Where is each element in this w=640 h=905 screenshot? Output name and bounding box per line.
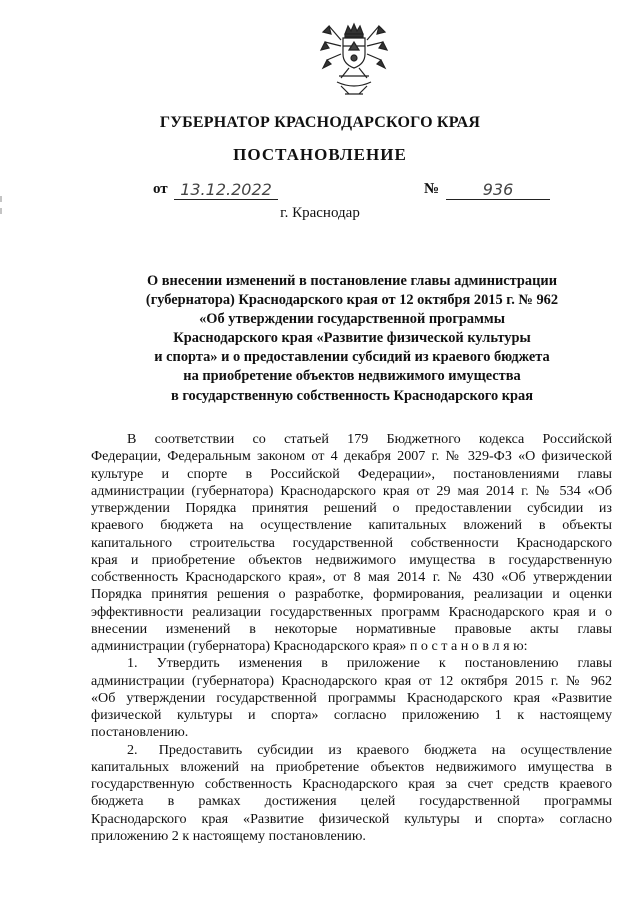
coat-of-arms-emblem: [319, 20, 389, 102]
body-line: Порядка принятия решения о разработке, формирования, реализации и оценки: [91, 586, 612, 603]
body-line: Краснодарского края «Развитие физической культуры и спорта» согласно: [91, 810, 612, 827]
body-line: 1. Утвердить изменения в приложение к постановлению главы: [127, 655, 612, 672]
body-line: администрации (губернатора) Краснодарского края от 29 мая 2014 г. № 534 «Об: [91, 482, 612, 499]
decree-title: [120, 272, 584, 406]
title-line: «Об утверждении государственной программы: [199, 311, 505, 328]
body-line: «Об утверждении государственной программы Краснодарского края «Развитие: [91, 689, 612, 706]
handwritten-date: 13.12.2022: [174, 181, 278, 200]
body-line: культуре и спорте в Российской Федерации», постановлениями главы: [91, 465, 612, 482]
title-line: Краснодарского края «Развитие физической культуры: [173, 330, 531, 347]
title-line: на приобретение объектов недвижимого имущества: [183, 368, 521, 385]
body-line: 2. Предоставить субсидии из краевого бюджета на осуществление: [127, 741, 612, 758]
body-line: собственность Краснодарского края», от 8 мая 2014 г. № 430 «Об утверждении: [91, 569, 612, 585]
body-line: администрации (губернатора) Краснодарского края от 12 октября 2015 г. № 962: [91, 672, 612, 689]
item-2-paragraph: [91, 742, 612, 846]
title-line: в государственную собственность Краснодарского края: [170, 387, 534, 404]
date-prefix: от: [153, 181, 168, 197]
city-line: г. Краснодар: [280, 205, 360, 221]
item-1-paragraph: [91, 655, 612, 741]
title-line: и спорта» и о предоставлении субсидий из краевого бюджета: [154, 349, 550, 366]
preamble-paragraph: [91, 431, 612, 655]
governor-heading: ГУБЕРНАТОР КРАСНОДАРСКОГО КРАЯ: [159, 114, 481, 131]
body-line: эффективности реализации государственных программ Краснодарского края и о: [91, 603, 612, 620]
body-line: приложению 2 к настоящему постановлению.: [91, 827, 366, 844]
title-line: О внесении изменений в постановление главы администрации: [146, 273, 557, 289]
body-line: физической культуры и спорта» согласно приложению 1 к настоящему: [91, 707, 612, 723]
body-line: утверждении Порядка принятия решений о предоставлении субсидии из: [91, 500, 612, 516]
body-line: внесении изменений в некоторые нормативные правовые акты главы: [91, 620, 612, 637]
body-line: капитального строительства государственной собственности Краснодарского: [91, 534, 612, 551]
body-line: администрации (губернатора) Краснодарского края» п о с т а н о в л я ю:: [91, 638, 528, 654]
body-line: капитальных вложений на приобретение объектов недвижимого имущества в: [91, 758, 612, 775]
body-line: постановлению.: [91, 724, 189, 741]
body-line: края и приобретение объектов недвижимого имущества в государственную: [91, 551, 612, 568]
body-line: краевого бюджета на осуществление капитальных вложений в объекты: [91, 517, 612, 534]
body-line: бюджета в рамках достижения целей государственной программы: [91, 793, 612, 810]
handwritten-number: 936: [446, 181, 550, 200]
decree-body: [91, 431, 612, 845]
number-prefix: №: [424, 181, 440, 197]
body-line: Федерации, Федеральным законом от 4 декабря 2007 г. № 329-ФЗ «О физической: [91, 448, 612, 465]
body-line: государственную собственность Краснодарского края за счет средств краевого: [91, 776, 612, 792]
document-type-heading: ПОСТАНОВЛЕНИЕ: [233, 145, 407, 164]
body-line: В соответствии со статьей 179 Бюджетного кодекса Российской: [127, 431, 612, 447]
title-line: (губернатора) Краснодарского края от 12 октября 2015 г. № 962: [145, 292, 559, 309]
